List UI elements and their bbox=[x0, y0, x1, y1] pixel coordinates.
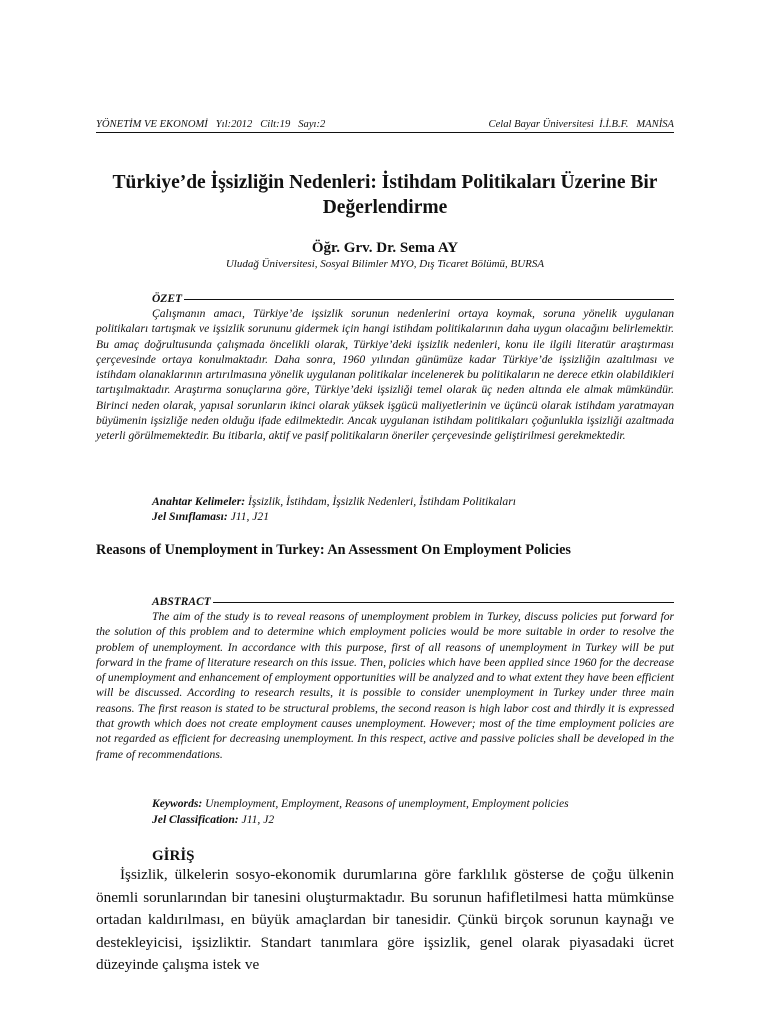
author-affiliation: Uludağ Üniversitesi, Sosyal Bilimler MYO, Dış Ticaret Bölümü, BURSA bbox=[225, 258, 545, 270]
journal-name: YÖNETİM VE EKONOMİ bbox=[96, 119, 208, 130]
abstract-label-text: ABSTRACT bbox=[152, 595, 211, 608]
abstract-keywords bbox=[152, 796, 674, 811]
ozet-jel-value: J11, J21 bbox=[230, 510, 270, 523]
abstract-jel bbox=[152, 812, 674, 827]
abstract-rule bbox=[213, 602, 674, 603]
ozet-jel-label: Jel Sınıflaması: bbox=[152, 510, 228, 523]
header-institution: Celal Bayar Üniversitesi İ.İ.B.F. MANİSA bbox=[488, 119, 674, 130]
ozet-label-text: ÖZET bbox=[152, 292, 183, 305]
ozet-keywords-label: Anahtar Kelimeler: bbox=[152, 495, 246, 508]
abstract-jel-label: Jel Classification: bbox=[152, 813, 239, 826]
ozet-jel bbox=[152, 509, 674, 524]
ozet-keywords bbox=[152, 494, 674, 509]
abstract-keywords-value: Unemployment, Employment, Reasons of unemployment, Employment policies bbox=[205, 797, 569, 810]
abstract-label bbox=[152, 594, 674, 609]
running-header bbox=[96, 119, 674, 133]
journal-issue: Sayı:2 bbox=[298, 119, 326, 130]
ozet-rule bbox=[184, 299, 674, 300]
abstract-text: The aim of the study is to reveal reasons of unemployment problem in Turkey, discuss policies put forward for the solution of this problem and to determine which employment policies would be more suitable in order to resolve the problem of unemployment. In accordance with this purpose, first of all reasons of unemployment in Turkey will be put forward in the frame of literature research on this issue. Then, policies which have been applied since 1960 for the decrease of unemployment and enhancement of employment opportunities will be analyzed and to what extent they have been efficient will be discussed. According to research results, it is possible to consider unemployment in Turkey under three main reasons. The first reason is stated to be structural problems, the second reason is high labor cost and thirdly it is expressed that growth which does not create employment causes unemployment. However; most of the time employment policies are not regarded as efficient for decreasing unemployment. In this respect, active and passive policies shall be developed in the frame of recommendations. bbox=[96, 610, 674, 761]
ozet-keywords-value: İşsizlik, İstihdam, İşsizlik Nedenleri, İstihdam Politikaları bbox=[248, 495, 516, 508]
abstract-jel-value: J11, J2 bbox=[241, 813, 275, 826]
paper-title-tr: Türkiye’de İşsizliğin Nedenleri: İstihdam Politikaları Üzerine Bir Değerlendirme bbox=[112, 172, 658, 218]
ozet-text: Çalışmanın amacı, Türkiye’de işsizlik sorunun nedenlerini ortaya koymak, soruna yönelik uygulanan politikaları tartışmak ve işsizlik sorununu gidermek için hangi istihdam politikalarının daha uygun olacağını belirlemektir. Bu amaç doğrultusunda çalışmada öncelikli olarak, Türkiye’deki işsizlik nedenleri, konu ile ilgili literatür araştırması çerçevesinde ortaya konulmaktadır. Daha sonra, 1960 yılından günümüze kadar Türkiye’de işsizliğin azaltılması ve istihdam olanaklarının artırılmasına yönelik uygulanan politikalar incelenerek bu politikaların ne derece etkin olabildikleri tartışılmaktadır. Araştırma sonuçlarına göre, Türkiye’deki işsizliği temel olarak üç neden altında ele almak mümkündür. Birinci neden olarak, yapısal sorunların ikinci olarak yüksek işgücü maliyetlerinin ve üçüncü olarak istihdam yaratmayan büyümenin işsizliğe neden olduğu ifade edilmektedir. Ancak uygulanan istihdam politikaları çoğunlukla işsizliği azaltmada yeterli görülmemektedir. Bu itibarla, aktif ve pasif politikaların öneriler çerçevesinde geliştirilmesi gerekmektedir. bbox=[96, 307, 674, 443]
abstract-keywords-label: Keywords: bbox=[152, 797, 203, 810]
author-name: Öğr. Grv. Dr. Sema AY bbox=[311, 240, 459, 256]
journal-volume: Cilt:19 bbox=[260, 119, 291, 130]
header-journal-info bbox=[96, 119, 325, 131]
paper-title-en: Reasons of Unemployment in Turkey: An Assessment On Employment Policies bbox=[96, 542, 571, 558]
intro-paragraph: İşsizlik, ülkelerin sosyo-ekonomik durumlarına göre farklılık gösterse de çoğu ülkenin önemli sorunlarından bir tanesini oluşturmaktadır. Bu sorunun hafifletilmesi hatta mümkünse ortadan kaldırılması, en büyük amaçlardan bir tanesidir. Çünkü birçok sorunun kaynağı ve destekleyicisi, işsizliktir. Standart tanımlara göre işsizlik, genel olarak piyasadaki ücret düzeyinde çalışma istek ve bbox=[96, 866, 674, 974]
ozet-label bbox=[152, 291, 674, 306]
journal-year: Yıl:2012 bbox=[215, 119, 253, 130]
intro-heading: GİRİŞ bbox=[152, 848, 195, 864]
